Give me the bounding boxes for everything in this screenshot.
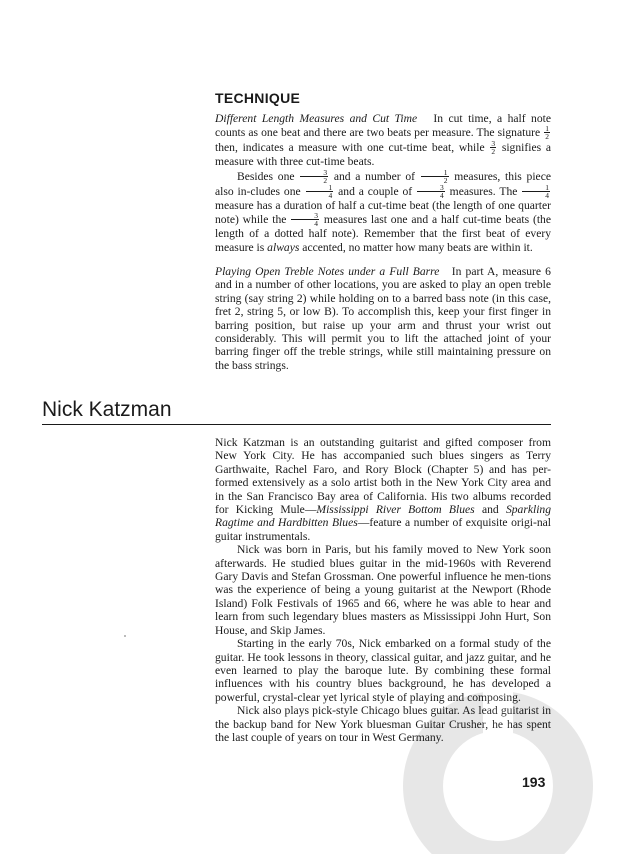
fraction-denominator: 4 [545, 190, 550, 200]
fraction-numerator: 3 [417, 184, 445, 192]
text-span: measure has a duration of half a cut-time beat (the length of one quarter note) while the [215, 198, 551, 227]
technique-heading: TECHNIQUE [215, 90, 301, 106]
text-span: then, indicates a measure with one cut-time beat, while [215, 141, 485, 155]
fraction-one-half [544, 125, 550, 140]
emphasis-always: always [267, 240, 300, 254]
fraction-numerator: 1 [421, 169, 449, 177]
bio-paragraph-1 [215, 436, 551, 543]
text-span: Nick Katzman is an outstanding guitarist and gifted composer from New York City. He has accompanied such blues singers as Terry Garthwaite, Rachel Faro, and Rory Block (Chapter 5) and has per-formed extensively as a solo artist both in the New York City area and in the San Francisco Bay area of California. His two albums recorded for Kicking Mule— [215, 436, 551, 517]
page-number: 193 [522, 774, 546, 790]
text-span: In cut time, a half note counts as one beat and there are two beats per measure. The signature [215, 112, 552, 140]
fraction-three-four [417, 184, 445, 199]
fraction-numerator: 3 [491, 139, 496, 149]
fraction-denominator: 4 [328, 190, 333, 200]
watermark-logo-icon [388, 676, 598, 854]
fraction-one-half [421, 169, 449, 184]
fraction-denominator: 2 [491, 147, 496, 157]
bio-paragraph-4: Nick also plays pick-style Chicago blues guitar. As lead guitarist in the backup band for New York bluesman Guitar Crusher, he has spent the last couple of years on tour in West Germany. [215, 704, 551, 744]
text-span: In part A, measure 6 and in a number of other locations, you are asked to play an open treble string (say string 2) while holding on to a barred bass note (in this case, fret 2, string 5, or low B). To accomplish this, keep your first finger in barring position, but raise up your arm and thrust your wrist out considerably. This will permit you to lift the attached joint of your barring finger off the treble strings, while still maintaining pressure on the bass strings. [215, 265, 551, 372]
text-span: and [481, 503, 499, 517]
fraction-one-four [306, 184, 334, 199]
fraction-numerator: 3 [300, 169, 328, 177]
text-span: measures last one and a half cut-time beats (the length of a dotted half note). Remember that the first beat of every measure is [215, 213, 551, 254]
text-span: measures, this piece also in-cludes one [215, 169, 551, 198]
fraction-numerator: 1 [522, 184, 550, 192]
fraction-denominator: 4 [440, 190, 444, 200]
fraction-three-four [291, 212, 319, 227]
album-title: Mississippi River Bottom Blues [316, 503, 475, 517]
speck [124, 635, 126, 637]
run-in-heading-open-treble: Playing Open Treble Notes under a Full Barre [215, 265, 440, 278]
fraction-numerator: 3 [291, 212, 319, 220]
text-span: Besides one [237, 169, 295, 183]
fraction-denominator: 2 [323, 175, 328, 185]
technique-paragraph-1 [215, 112, 551, 169]
text-span: measures. The [449, 184, 518, 198]
text-span: —feature a number of exquisite origi-nal guitar instrumentals. [215, 516, 551, 543]
run-in-heading-cut-time: Different Length Measures and Cut Time [215, 112, 418, 125]
fraction-one-four [522, 184, 550, 199]
technique-paragraph-3 [215, 265, 551, 372]
technique-block-2 [215, 265, 551, 372]
fraction-numerator: 1 [306, 184, 334, 192]
fraction-denominator: 2 [545, 132, 549, 142]
technique-block-1 [215, 112, 551, 254]
section-divider [42, 424, 551, 425]
fraction-denominator: 2 [443, 175, 448, 185]
fraction-three-half [300, 169, 328, 184]
text-span: accented, no matter how many beats are within it. [302, 240, 533, 254]
section-title: Nick Katzman [42, 398, 172, 421]
technique-paragraph-2 [215, 169, 551, 254]
album-title: Sparkling Ragtime and Hardbitten Blues [215, 503, 552, 530]
text-span: signifies a measure with three cut-time beats. [215, 141, 551, 169]
bio-paragraph-3: Starting in the early 70s, Nick embarked on a formal study of the guitar. He took lessons in theory, classical guitar, and jazz guitar, and he even learned to play the baroque lute. By combining these formal influences with his country blues background, he has developed a powerful, crystal-clear yet lyrical style of playing and composing. [215, 637, 551, 704]
fraction-numerator: 1 [545, 124, 549, 134]
bio-paragraph-2: Nick was born in Paris, but his family moved to New York soon afterwards. He studied blues guitar in the mid-1960s with Reverend Gary Davis and Stefan Grossman. One powerful influence he men-tions was the experience of being a young guitarist at the Newport (Rhode Island) Folk Festivals of 1965 and 66, where he was able to hear and learn from such legendary blues masters as Mississippi John Hurt, Son House, and Skip James. [215, 543, 551, 637]
fraction-three-half [490, 140, 496, 155]
text-span: and a couple of [338, 184, 413, 198]
text-span: and a number of [333, 169, 416, 183]
fraction-denominator: 4 [314, 219, 319, 229]
